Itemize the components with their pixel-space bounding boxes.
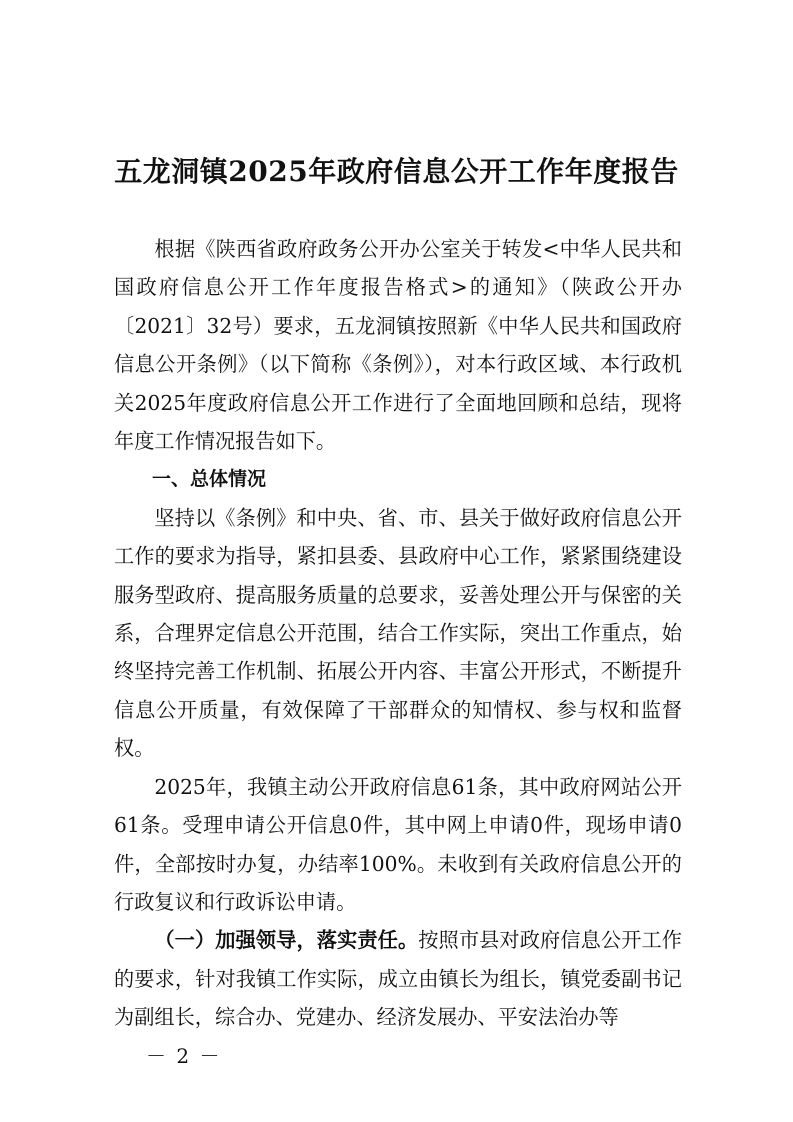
page-number: － 2 － — [146, 1044, 222, 1068]
subsection-lead: （一）加强领导，落实责任。 — [154, 928, 419, 953]
document-body — [114, 230, 682, 1037]
overview-paragraph-1: 坚持以《条例》和中央、省、市、县关于做好政府信息公开工作的要求为指导，紧扣县委、县政府中心工作，紧紧围绕建设服务型政府、提高服务质量的总要求，妥善处理公开与保密的关系，合理界定信息公开范围，结合工作实际，突出工作重点，始终坚持完善工作机制、拓展公开内容、丰富公开形式，不断提升信息公开质量，有效保障了干部群众的知情权、参与权和监督权。 — [114, 505, 682, 761]
overview-paragraph-2: 2025年，我镇主动公开政府信息61条，其中政府网站公开61条。受理申请公开信息0件，其中网上申请0件，现场申请0件，全部按时办复，办结率100%。未收到有关政府信息公开的行政复议和行政诉讼申请。 — [114, 774, 682, 914]
intro-paragraph: 根据《陕西省政府政务公开办公室关于转发<中华人民共和国政府信息公开工作年度报告格式>的通知》（陕政公开办〔2021〕32号）要求，五龙洞镇按照新《中华人民共和国政府信息公开条例》（以下简称《条例》），对本行政区域、本行政机关2025年度政府信息公开工作进行了全面地回顾和总结，现将年度工作情况报告如下。 — [114, 237, 682, 454]
subsection-text: 按照市县对政府信息公开工作的要求，针对我镇工作实际，成立由镇长为组长，镇党委副书记为副组长，综合办、党建办、经济发展办、平安法治办等 — [114, 928, 682, 1030]
subsection-paragraph-leadership — [114, 921, 682, 1036]
document-title: 五龙洞镇2025年政府信息公开工作年度报告 — [114, 155, 679, 188]
section-heading-overview: 一、总体情况 — [152, 468, 267, 491]
